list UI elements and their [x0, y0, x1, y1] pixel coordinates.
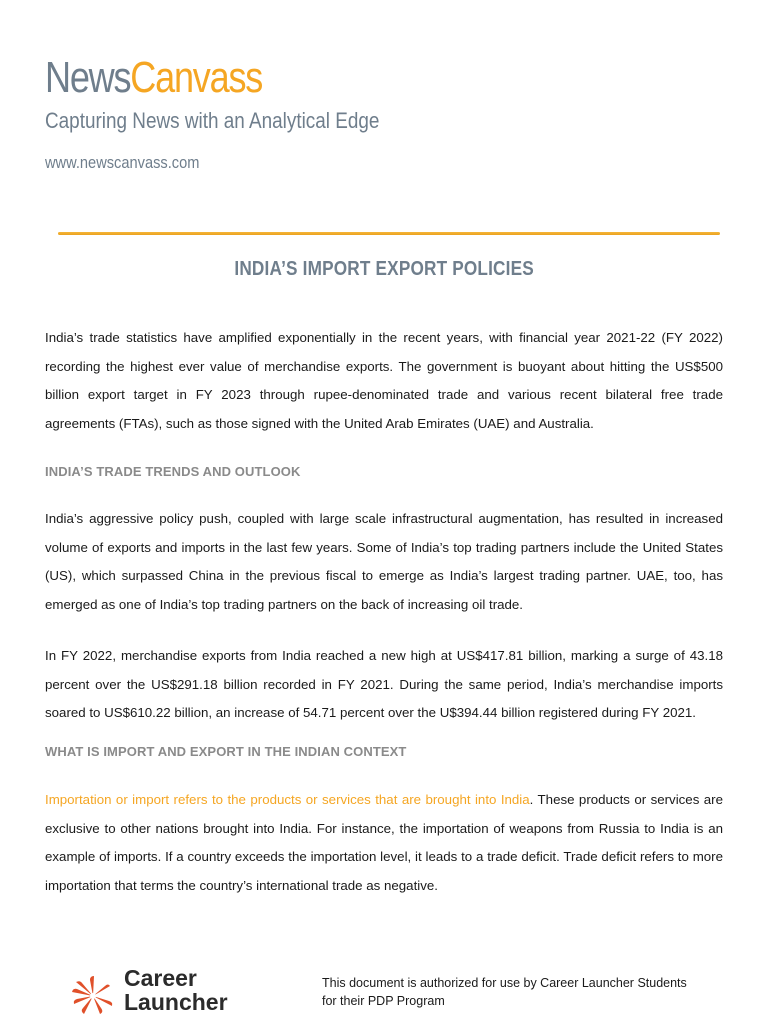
section-heading-trends: INDIA’S TRADE TRENDS AND OUTLOOK — [45, 464, 301, 479]
website-url: www.newscanvass.com — [45, 153, 200, 172]
brand-canvass: Canvass — [130, 53, 263, 102]
brand-logo — [45, 52, 262, 104]
brand-news: News — [45, 53, 131, 102]
header-divider — [58, 232, 720, 235]
trends-paragraph-2: In FY 2022, merchandise exports from India reached a new high at US$417.81 billion, marking a surge of 43.18 percent over the US$291.18 billion recorded in FY 2021. During the same period, India’s merchandise imports soared to US$610.22 billion, an increase of 54.71 percent over the U$394.44 billion registered during FY 2021. — [45, 648, 723, 720]
page-title-text: INDIA’S IMPORT EXPORT POLICIES — [234, 258, 534, 280]
career-launcher-wordmark — [124, 966, 228, 1014]
trends-paragraph-1: India’s aggressive policy push, coupled with large scale infrastructural augmentation, has resulted in increased volume of exports and imports in the last few years. Some of India’s top trading partners include the United States (US), which surpassed China in the previous fiscal to emerge as India’s largest trading partner. UAE, too, has emerged as one of India’s top trading partners on the back of increasing oil trade. — [45, 511, 723, 612]
brand-tagline: Capturing News with an Analytical Edge — [45, 108, 380, 133]
page-title — [0, 258, 768, 281]
import-definition-highlight: Importation or import refers to the products or services that are brought into India — [45, 792, 530, 807]
logo-line-1: Career — [124, 965, 197, 991]
import-definition-paragraph — [45, 786, 723, 900]
section-heading-import-export: WHAT IS IMPORT AND EXPORT IN THE INDIAN CONTEXT — [45, 744, 407, 759]
career-launcher-mark-icon — [66, 974, 120, 1016]
intro-paragraph: India’s trade statistics have amplified exponentially in the recent years, with financial year 2021-22 (FY 2022) recording the highest ever value of merchandise exports. The government is buoyant about hitting the US$500 billion export target in FY 2023 through rupee-denominated trade and various recent bilateral free trade agreements (FTAs), such as those signed with the United Arab Emirates (UAE) and Australia. — [45, 330, 723, 431]
authorization-note-line-2: for their PDP Program — [322, 994, 445, 1008]
career-launcher-logo — [66, 966, 246, 1020]
authorization-note-line-1: This document is authorized for use by Career Launcher Students — [322, 976, 687, 990]
import-definition-rest: . These products or services are exclusive to other nations brought into India. For instance, the importation of weapons from Russia to India is an example of imports. If a country exceeds the importation level, it leads to a trade deficit. Trade deficit refers to more importation that terms the country’s international trade as negative. — [45, 792, 723, 893]
authorization-note — [322, 974, 687, 1010]
logo-line-2: Launcher — [124, 989, 228, 1015]
